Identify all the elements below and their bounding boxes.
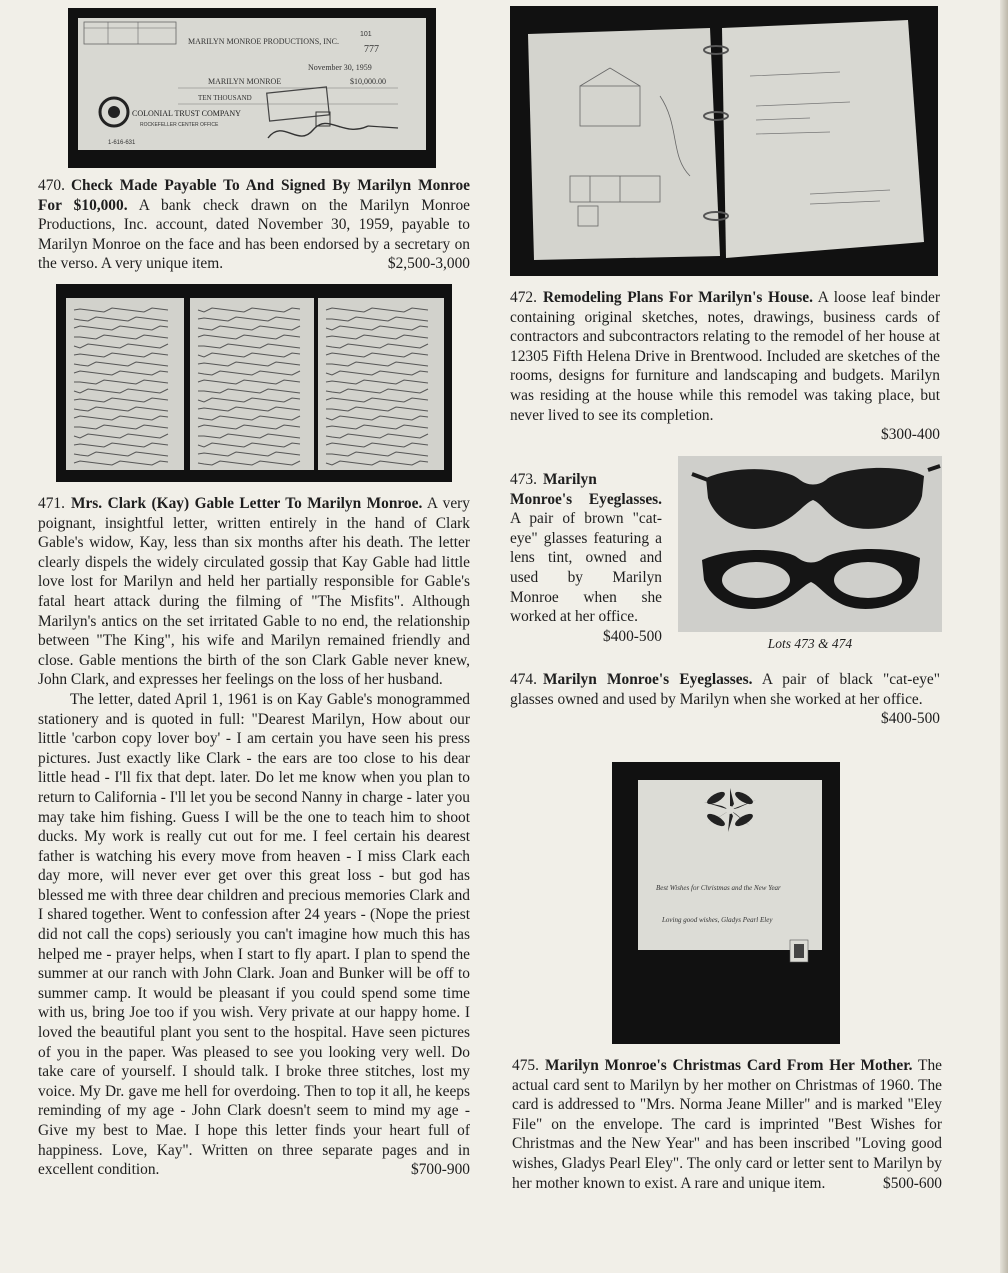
check-bank-sub: ROCKEFELLER CENTER OFFICE bbox=[140, 122, 219, 128]
check-bank: COLONIAL TRUST COMPANY bbox=[132, 109, 241, 118]
lot-471 bbox=[38, 494, 470, 1180]
lot-471-title: Mrs. Clark (Kay) Gable Letter To Marilyn Monroe. bbox=[70, 495, 423, 512]
lot-475-title: Marilyn Monroe's Christmas Card From Her Mother. bbox=[544, 1057, 913, 1074]
lot-472-body: A loose leaf binder containing original sketches, notes, drawings, business cards of contractors and subcontractors relating to the remodel of her house at 12305 Fifth Helena Drive in Brentwood. Included are sketches of the rooms, designs for furniture and landscaping and budgets. Marilyn was residing at the house while this remodel was taking place, but never lived to see its completion. bbox=[510, 289, 940, 424]
lot-470-body: A bank check drawn on the Marilyn Monroe Productions, Inc. account, dated November 30, 1959, payable to Marilyn Monroe on the face and has been endorsed by a secretary on the verso. A very unique item. bbox=[38, 196, 471, 273]
christmas-card-photo bbox=[612, 762, 840, 1044]
binder-image bbox=[510, 6, 938, 276]
check-image bbox=[68, 8, 436, 168]
lot-474-body: A pair of black "cat-eye" glasses owned and used by Marilyn when she worked at her office. bbox=[510, 671, 941, 708]
eyeglasses-image bbox=[678, 456, 942, 632]
card-inscription: Loving good wishes, Gladys Pearl Eley bbox=[662, 916, 773, 924]
lot-470-price: $2,500-3,000 bbox=[387, 255, 470, 273]
lot-475-body: The actual card sent to Marilyn by her mother on Christmas of 1960. The card is addressed to "Mrs. Norma Jeane Miller" and is marked "Eley File" on the envelope. The card is imprinted "Best Wishes for Christmas and the New Year" and has been inscribed "Loving good wishes, Gladys Pearl Eley". The only card or letter sent to Marilyn by her mother known to exist. A rare and unique item. bbox=[512, 1057, 942, 1192]
check-amount-words: TEN THOUSAND bbox=[198, 94, 252, 102]
lot-473-body: A pair of brown "cat-eye" glasses featuring a lens tint, owned and used by Marilyn Monroe when she worked at her office. bbox=[510, 510, 662, 626]
lot-472 bbox=[510, 288, 940, 445]
svg-text:101: 101 bbox=[360, 31, 372, 38]
lot-474-title: Marilyn Monroe's Eyeglasses. bbox=[542, 671, 753, 688]
lot-471-body-quote bbox=[38, 690, 470, 1180]
lot-472-title: Remodeling Plans For Marilyn's House. bbox=[542, 289, 813, 306]
lot-475-price: $500-600 bbox=[883, 1174, 942, 1192]
letter-photo bbox=[56, 284, 452, 482]
lot-475-number: 475. bbox=[512, 1057, 539, 1074]
lot-474 bbox=[510, 670, 940, 729]
eyeglasses-photo bbox=[678, 456, 942, 632]
lot-475 bbox=[512, 1056, 942, 1193]
lot-474-price: $400-500 bbox=[881, 710, 940, 728]
lot-473-number: 473. bbox=[510, 471, 537, 488]
check-date: November 30, 1959 bbox=[308, 63, 372, 72]
lot-471-price: $700-900 bbox=[411, 1161, 470, 1179]
card-printed-text: Best Wishes for Christmas and the New Year bbox=[656, 884, 781, 892]
lot-471-body: A very poignant, insightful letter, written entirely in the hand of Clark Gable's widow, Kay, less than six months after his death. The letter clearly dispels the widely circulated gossip that Kay Gable had little love lost for Marilyn and held her partially responsible for Gable's fatal heart attack during the filming of "The Misfits". Although Marilyn's antics on the set irritated Gable to no end, the relationship between "The King", his wife and Marilyn remained friendly and close. Gable mentions the birth of the son Clark Gable never knew, John Clark, and expresses her feelings on the loss of her husband. bbox=[38, 495, 470, 689]
eyeglasses-caption: Lots 473 & 474 bbox=[767, 636, 853, 651]
lot-472-number: 472. bbox=[510, 289, 537, 306]
letter-pages-image bbox=[56, 284, 452, 482]
svg-text:1-616-631: 1-616-631 bbox=[108, 140, 136, 146]
lot-470 bbox=[38, 176, 470, 274]
lot-473-price: $400-500 bbox=[603, 627, 662, 645]
lot-473-title: Marilyn Monroe's Eyeglasses. bbox=[510, 471, 662, 508]
check-photo bbox=[68, 8, 436, 168]
lot-471-number: 471. bbox=[38, 495, 65, 512]
lot-473 bbox=[510, 470, 662, 646]
check-amount: $10,000.00 bbox=[350, 77, 386, 86]
binder-photo bbox=[510, 6, 938, 276]
check-payer: MARILYN MONROE PRODUCTIONS, INC. bbox=[188, 37, 339, 46]
lot-474-number: 474. bbox=[510, 671, 537, 688]
lot-470-title: Check Made Payable To And Signed By Marilyn Monroe For $10,000. bbox=[38, 177, 470, 214]
lot-471-quote-text: The letter, dated April 1, 1961 is on Kay Gable's monogrammed stationery and is quoted in full: "Dearest Marilyn, How about our little 'carbon copy lover boy' - I am certain you have seen his press pictures. Just exactly like Clark - the ears are too close to his dear little head - I'll fix that dept. later. Do let me know when you plan to return to California - I'll let you be second Nanny in charge - later you may take him fishing. Guess I will be the one to teach him to shoot ducks. My work is really cut out for me. I feel certain his dearest father is watching his every move from heaven - I miss Clark each day more, will never ever get over this great loss - but god has blessed me with three dear children and precious memories Clark and I shared together. Went to confession after 24 years - (Nope the priest did not call the cops) seriously you can't imagine how much this has helped me - prayer helps, when I start to fly apart. I plan to spend the summer at our ranch with John Clark. Joan and Bunker will be off to summer camp. It would be pleasant if you could spend some time with us, bring Joe too if you wish. Very private at our happy home. I loved the beautiful plant you sent to the hospital. Have seen pictures of you in the paper. Was pleased to see you looking very well. Do take care of yourself. I should talk. I broke three stitches, lost my voice. My Dr. gave me hell for overdoing. Then to top it all, he keeps reminding of my age - John Clark doesn't seem to mind my age - Give my best to Mae. I hope this letter finds your heart full of happiness. Love, Kay". Written on three separate pages and in excellent condition. bbox=[38, 690, 470, 1179]
check-number: 777 bbox=[364, 44, 379, 55]
lot-470-number: 470. bbox=[38, 177, 65, 194]
lot-472-price: $300-400 bbox=[881, 426, 940, 444]
page-edge bbox=[1000, 0, 1008, 1273]
christmas-card-image bbox=[612, 762, 840, 1044]
check-payee: MARILYN MONROE bbox=[208, 77, 282, 86]
